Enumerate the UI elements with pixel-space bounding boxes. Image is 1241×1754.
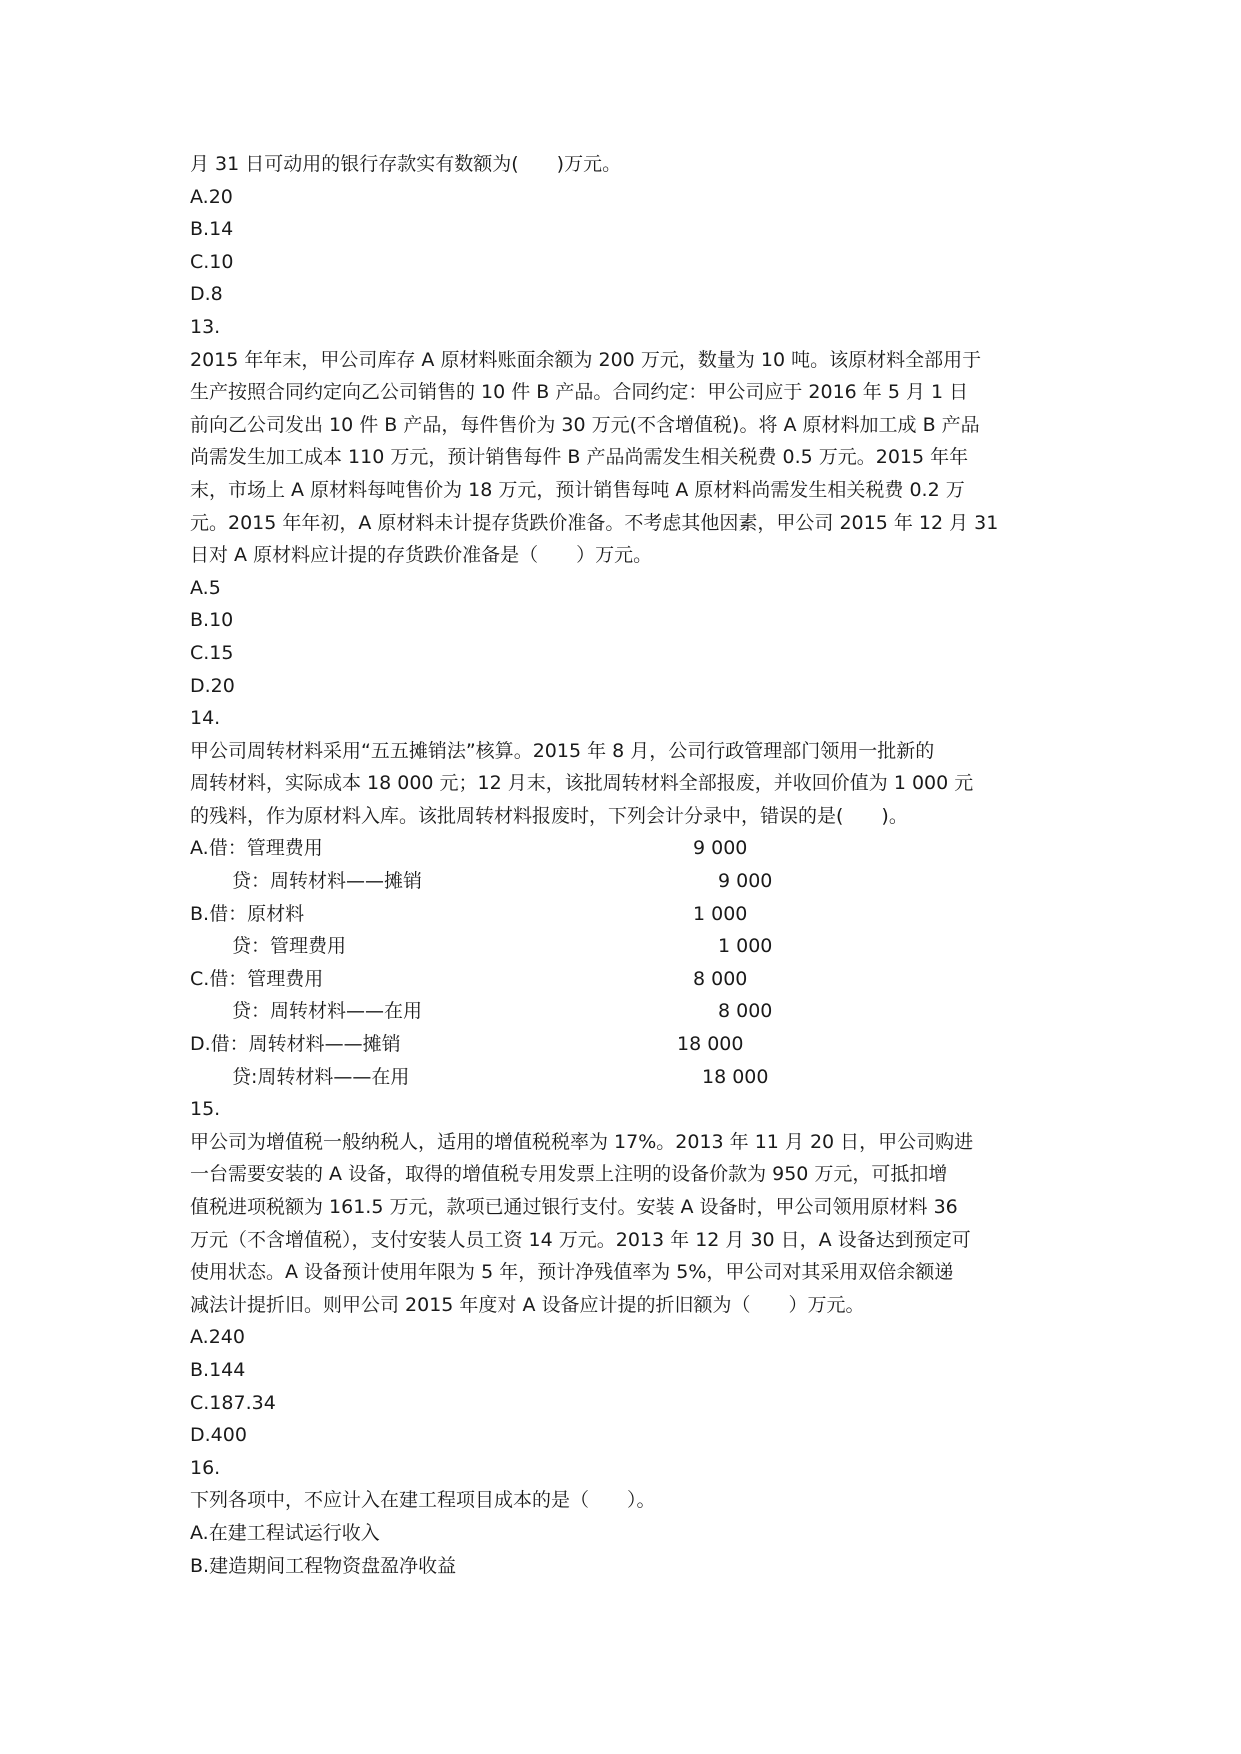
q13-option-a: A.5 [190, 576, 221, 599]
q15-option-b: B.144 [190, 1358, 246, 1381]
entry-amount: 18 000 [677, 1033, 744, 1056]
entry-amount: 9 000 [718, 870, 773, 893]
q14-option-d-debit [190, 1028, 1060, 1061]
q13-stem-line: 日对 A 原材料应计提的存货跌价准备是（ ）万元。 [190, 544, 653, 567]
q12-option-d: D.8 [190, 283, 223, 306]
q15-stem-line: 值税进项税额为 161.5 万元，款项已通过银行支付。安装 A 设备时，甲公司领用原材料 36 [190, 1196, 958, 1218]
q12-option-c: C.10 [190, 250, 234, 273]
q15-stem-line: 减法计提折旧。则甲公司 2015 年度对 A 设备应计提的折旧额为（ ）万元。 [190, 1293, 865, 1316]
q14-option-c-debit [190, 963, 1060, 996]
q15-option-a: A.240 [190, 1326, 245, 1349]
q15-stem-line: 甲公司为增值税一般纳税人，适用的增值税税率为 17%。2013 年 11 月 20 日，甲公司购进 [190, 1130, 974, 1153]
entry-amount: 1 000 [693, 902, 748, 925]
q14-option-c-credit [190, 995, 1060, 1028]
q13-stem-line: 元。2015 年年初，A 原材料未计提存货跌价准备。不考虑其他因素，甲公司 2015 年 12 月 31 [190, 511, 999, 534]
q13-number: 13. [190, 315, 221, 338]
q13-option-b: B.10 [190, 609, 234, 632]
entry-amount: 9 000 [693, 837, 748, 860]
q15-stem-line: 一台需要安装的 A 设备，取得的增值税专用发票上注明的设备价款为 950 万元，可抵扣增 [190, 1163, 948, 1186]
q14-stem-line: 甲公司周转材料采用“五五摊销法”核算。2015 年 8 月，公司行政管理部门领用一批新的 [190, 739, 935, 762]
q15-number: 15. [190, 1098, 221, 1121]
entry-account: 贷：周转材料——在用 [232, 1000, 423, 1023]
q15-stem-line: 万元（不含增值税），支付安装人员工资 14 万元。2013 年 12 月 30 日，A 设备达到预定可 [190, 1228, 971, 1251]
q13-stem-line: 2015 年年末，甲公司库存 A 原材料账面余额为 200 万元，数量为 10 吨。该原材料全部用于 [190, 348, 982, 371]
q16-stem-line: 下列各项中，不应计入在建工程项目成本的是（ ）。 [190, 1489, 656, 1512]
q14-number: 14. [190, 707, 221, 730]
q14-option-a-debit [190, 832, 1060, 865]
document-page [190, 148, 1060, 1582]
q15-option-d: D.400 [190, 1424, 247, 1447]
q13-option-d: D.20 [190, 674, 235, 697]
q14-option-a-credit [190, 865, 1060, 898]
q13-stem-line: 尚需发生加工成本 110 万元，预计销售每件 B 产品尚需发生相关税费 0.5 万元。2015 年年 [190, 446, 969, 469]
entry-account: 贷:周转材料——在用 [232, 1065, 410, 1088]
q12-option-b: B.14 [190, 218, 234, 241]
q13-option-c: C.15 [190, 641, 234, 664]
q13-stem-line: 生产按照合同约定向乙公司销售的 10 件 B 产品。合同约定：甲公司应于 2016 年 5 月 1 日 [190, 381, 969, 404]
q16-option-a: A.在建工程试运行收入 [190, 1521, 380, 1544]
entry-amount: 8 000 [718, 1000, 773, 1023]
q16-option-b: B.建造期间工程物资盘盈净收益 [190, 1554, 457, 1577]
q13-stem-line: 前向乙公司发出 10 件 B 产品，每件售价为 30 万元(不含增值税)。将 A 原材料加工成 B 产品 [190, 413, 980, 436]
entry-account: B.借：原材料 [190, 902, 305, 925]
q15-option-c: C.187.34 [190, 1391, 276, 1414]
q14-option-d-credit [190, 1061, 1060, 1094]
entry-account: D.借：周转材料——摊销 [190, 1033, 401, 1056]
q14-stem-line: 周转材料，实际成本 18 000 元；12 月末，该批周转材料全部报废，并收回价值为 1 000 元 [190, 772, 974, 795]
entry-amount: 1 000 [718, 935, 773, 958]
q14-stem-line: 的残料，作为原材料入库。该批周转材料报废时，下列会计分录中，错误的是( )。 [190, 804, 908, 827]
entry-account: 贷：周转材料——摊销 [232, 870, 423, 893]
q13-stem-line: 末，市场上 A 原材料每吨售价为 18 万元，预计销售每吨 A 原材料尚需发生相关税费 0.2 万 [190, 478, 965, 501]
q15-stem-line: 使用状态。A 设备预计使用年限为 5 年，预计净残值率为 5%，甲公司对其采用双倍余额递 [190, 1261, 954, 1284]
q14-option-b-credit [190, 930, 1060, 963]
q14-option-b-debit [190, 898, 1060, 931]
entry-amount: 18 000 [702, 1065, 769, 1088]
entry-amount: 8 000 [693, 967, 748, 990]
entry-account: C.借：管理费用 [190, 967, 324, 990]
entry-account: A.借：管理费用 [190, 837, 323, 860]
entry-account: 贷：管理费用 [232, 935, 347, 958]
q16-number: 16. [190, 1456, 221, 1479]
q12-stem-tail: 月 31 日可动用的银行存款实有数额为( )万元。 [190, 153, 622, 175]
q12-option-a: A.20 [190, 185, 233, 208]
